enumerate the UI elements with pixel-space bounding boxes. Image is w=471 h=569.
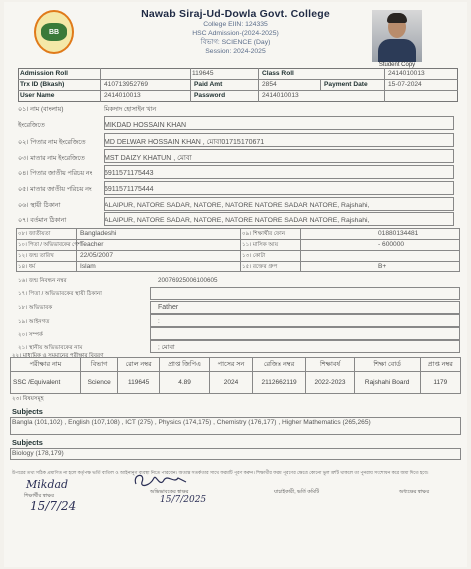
father-name-row: ০২। পিতার নাম ইংরেজিতে MD DELWAR HOSSAIN KHAN , মোবা01715170671 <box>18 139 265 146</box>
password-value: 2414010013 <box>262 92 299 99</box>
dob-label: ১২। জন্ম তারিখ <box>18 253 54 259</box>
class-roll-label: Class Roll <box>262 70 294 77</box>
user-name-value: 2414010013 <box>104 92 141 99</box>
guardian-sign-date: 15/7/2025 <box>160 495 207 505</box>
main-subjects: Bangla (101,102) , English (107,108) , ICT (275) , Physics (174,175) , Chemistry (176,177) , Higher Mathematics (265,265) <box>12 419 371 426</box>
father-nid-row: ০৪। পিতার জাতীয় পরিচয় নং 6911571175443 <box>18 170 154 177</box>
name-bangla-row: ০১। নাম (বাংলায়) মিকদাদ হোসাইন খান <box>18 106 157 113</box>
guardian-row: ১৮। অভিভাবক Father <box>18 304 179 311</box>
paid-amount-value: 2854 <box>262 81 277 88</box>
nationality-value: Bangladeshi <box>80 230 117 237</box>
subjects-title: Subjects <box>12 407 43 416</box>
permanent-address-row: ০৬। স্থায়ী ঠিকানা ALAIPUR, NATORE SADAR, NATORE, NATORE NATORE SADAR NATORE, Rajshahi, <box>18 202 370 209</box>
income-label: ১১। মাসিক আয় <box>242 242 279 248</box>
user-name-label: User Name <box>20 92 55 99</box>
student-signature: Mikdad <box>26 478 69 491</box>
admission-form <box>4 2 467 567</box>
admission-year: HSC Admission-(2024-2025) <box>192 30 279 37</box>
birth-reg-row: ১৬। জন্ম নিবন্ধন নম্বর 20076925006100605 <box>18 277 218 284</box>
payment-date-label: Payment Date <box>324 81 368 88</box>
guardian-job-label: ১০। পিতা / অভিভাবকের পেশা <box>18 242 83 248</box>
principal-signature-label: অধ্যক্ষের স্বাক্ষর <box>399 489 430 495</box>
admission-roll-value: 119645 <box>192 70 214 77</box>
blood-group-label: ১৫। রক্তের গ্রুপ <box>242 264 278 270</box>
student-signature-label: শিক্ষার্থীর স্বাক্ষর <box>24 493 54 499</box>
academic-title: ২২। মাধ্যমিক ও সমমানের পরীক্ষার বিবরণ <box>12 353 104 359</box>
mother-nid-row: ০৫। মাতার জাতীয় পরিচয় নং 6911571175444 <box>18 186 154 193</box>
religion-value: Islam <box>80 263 96 270</box>
nationality-label: ০৮। জাতীয়তা <box>18 231 51 237</box>
photo-caption: Student Copy <box>378 62 416 68</box>
guardian-signature-label: অভিভাবকের স্বাক্ষর <box>150 489 189 495</box>
trx-id-label: Trx ID (Bkash) <box>20 81 65 88</box>
logo-emblem: BB <box>41 23 67 41</box>
present-address-row: ০৭। বর্তমান ঠিকানা ALAIPUR, NATORE SADAR, NATORE, NATORE NATORE SADAR NATORE, Rajshahi, <box>18 217 370 224</box>
relation-row: ২০। সম্পর্ক <box>18 332 43 338</box>
verifier-signature-label: যাচাইকারী, ভর্তি কমিটি <box>274 489 320 495</box>
session-label: Session: 2024-2025 <box>205 48 266 55</box>
mobile-value: 01880134481 <box>378 230 419 237</box>
local-guardian-row: ২১। স্থানীয় অভিভাবকের নাম ; মোবা <box>18 344 175 351</box>
mother-name-row: ০৩। মাতার নাম ইংরেজিতে MST DAIZY KHATUN , মোবা <box>18 155 192 162</box>
college-eiin: College EIIN: 124335 <box>203 21 268 28</box>
subjects-label-bn: ২৩। বিষয়সমূহ <box>12 396 44 402</box>
quota-label: ১৩। কোটা <box>242 253 266 259</box>
guardian-address-row: ১৭। পিতা / অভিভাবকের স্থায়ী ঠিকানা <box>18 291 102 297</box>
guardian-job-value: Teacher <box>80 241 104 248</box>
religion-label: ১৪। ধর্ম <box>18 264 36 270</box>
blood-group-value: B+ <box>378 263 387 270</box>
college-name: Nawab Siraj-Ud-Dowla Govt. College <box>141 8 330 20</box>
class-roll-value: 2414010013 <box>388 70 425 77</box>
payment-date-value: 15-07-2024 <box>388 81 422 88</box>
mobile-label: ০৯। শিক্ষার্থীর ফোন <box>242 231 286 237</box>
legal-guardian-row: ১৯। আইনগত : <box>18 318 160 325</box>
optional-subjects: Biology (178,179) <box>12 450 64 457</box>
academic-table <box>10 357 461 394</box>
student-photo <box>372 10 422 62</box>
academic-data-row: SSC /Equivalent Science 119645 4.89 2024 2112662119 2022-2023 Rajshahi Board 1179 <box>11 372 461 394</box>
income-value: - 600000 <box>378 241 405 248</box>
optional-subjects-title: Subjects <box>12 438 43 447</box>
trx-id-value: 410713952769 <box>104 81 149 88</box>
student-sign-date: 15/7/24 <box>30 499 77 513</box>
declaration-note: উপরের তথ্য সঠিক প্রমাণিত না হলে কর্তৃপক্ষ ভর্তি বাতিল ও আইনানুগ ব্যবস্থা নিতে পারবেন। অত্যন্ত সতর্কতার সাথে ফরমটি পূরণ করুন। শিক্ষার্থীর ফরম পূরণের ক্ষেত্রে কোনো ভুল ত্রুটি থাকলে তা পুনরায় সংশোধন করে জমা দিতে হবে। <box>12 470 429 475</box>
dob-value: 22/05/2007 <box>80 252 114 259</box>
paid-amount-label: Paid Amt <box>194 81 223 88</box>
name-english-row: ইংরেজিতে MIKDAD HOSSAIN KHAN <box>18 122 187 129</box>
academic-header-row: পরীক্ষার নাম বিভাগ রোল নম্বর প্রাপ্ত জিপিএ পাসের সন রেজিঃ নম্বর শিক্ষাবর্ষ শিক্ষা বোর্ড প্রাপ্ত নম্বর <box>11 358 461 372</box>
password-label: Password <box>194 92 226 99</box>
group-label: বিভাগ: SCIENCE (Day) <box>200 39 271 46</box>
admission-roll-label: Admission Roll <box>20 70 68 77</box>
